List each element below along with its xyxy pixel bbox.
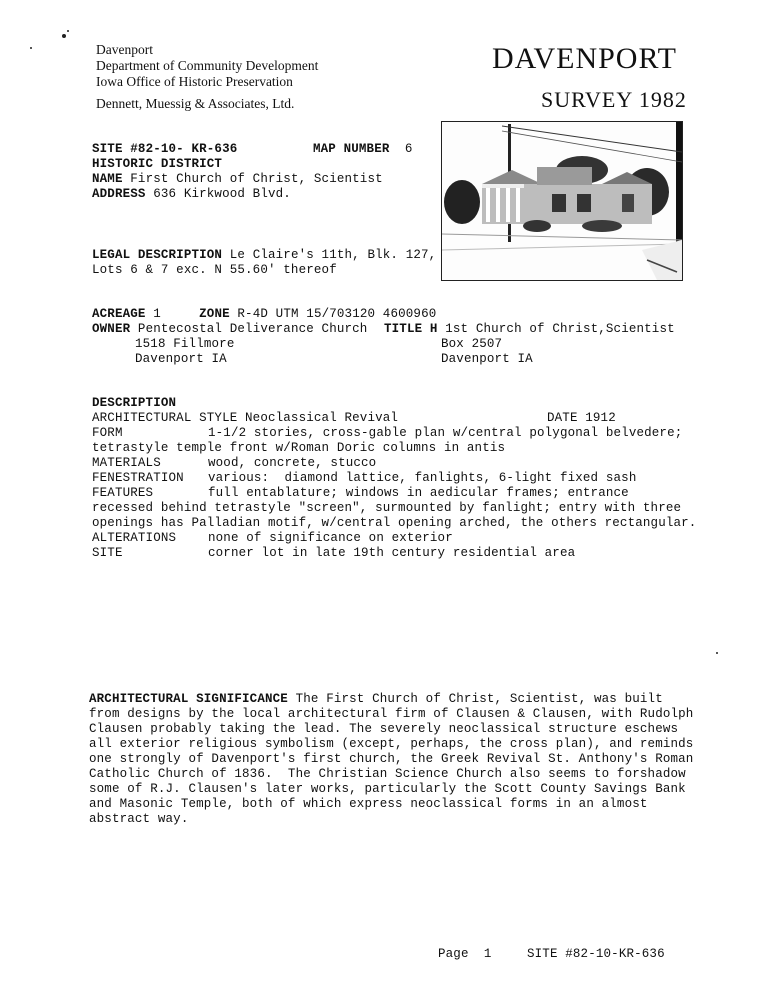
address-label: ADDRESS — [92, 187, 146, 201]
page-number: Page 1 — [438, 947, 492, 961]
church-photo-image — [442, 122, 682, 280]
historic-district-label: HISTORIC DISTRICT — [92, 157, 223, 171]
owner-street: 1518 Fillmore — [135, 337, 235, 351]
title-holder-name: 1st Church of Christ,Scientist — [445, 322, 675, 336]
materials-value: wood, concrete, stucco — [208, 456, 377, 470]
address-value: 636 Kirkwood Blvd. — [153, 187, 291, 201]
owner-label: OWNER — [92, 322, 131, 336]
map-number-label: MAP NUMBER — [313, 142, 390, 156]
name-label: NAME — [92, 172, 123, 186]
construction-date: DATE 1912 — [547, 411, 616, 425]
significance-line-1: The First Church of Christ, Scientist, was built — [295, 692, 663, 706]
acreage-zone-row — [92, 307, 436, 322]
scan-speck — [62, 34, 66, 38]
acreage-label: ACREAGE — [92, 307, 146, 321]
features-value-2: recessed behind tetrastyle "screen", surmounted by fanlight; entry with three — [92, 501, 682, 515]
title-holder-street: Box 2507 — [441, 337, 503, 351]
form-value-2: tetrastyle temple front w/Roman Doric columns in antis — [92, 441, 506, 455]
significance-line-7: some of R.J. Clausen's later works, particularly the Scott County Savings Bank — [89, 782, 686, 796]
title-holder-row — [384, 322, 675, 337]
name-row — [92, 172, 383, 187]
owner-name: Pentecostal Deliverance Church — [137, 322, 368, 336]
site-setting-value: corner lot in late 19th century residential area — [208, 546, 576, 560]
site-label: SITE — [92, 142, 123, 156]
zone-label: ZONE — [199, 307, 230, 321]
legal-description-line2: Lots 6 & 7 exc. N 55.60' thereof — [92, 263, 337, 277]
significance-line-5: one strongly of Davenport's first church, the Greek Revival St. Anthony's Roman — [89, 752, 694, 766]
features-value-3: openings has Palladian motif, w/central opening arched, the others rectangular. — [92, 516, 697, 530]
features-label: FEATURES — [92, 486, 154, 500]
description-heading: DESCRIPTION — [92, 396, 177, 410]
legal-description-label: LEGAL DESCRIPTION — [92, 248, 223, 262]
site-number: #82-10- KR-636 — [130, 142, 238, 156]
significance-line-8: and Masonic Temple, both of which express neoclassical forms in an almost — [89, 797, 648, 811]
legal-description-line1: Le Claire's 11th, Blk. 127, — [229, 248, 437, 262]
architectural-style: ARCHITECTURAL STYLE Neoclassical Revival — [92, 411, 399, 425]
building-photo — [441, 121, 683, 281]
significance-line-9: abstract way. — [89, 812, 189, 826]
org-line-department: Department of Community Development — [96, 58, 319, 73]
significance-line-3: Clausen probably taking the lead. The severely neoclassical structure eschews — [89, 722, 679, 736]
scan-speck — [30, 47, 32, 49]
org-header — [96, 42, 318, 112]
utm-label: UTM — [275, 307, 299, 321]
fenestration-value: various: diamond lattice, fanlights, 6-light fixed sash — [208, 471, 637, 485]
address-row — [92, 187, 291, 202]
owner-row — [92, 322, 367, 337]
features-value-1: full entablature; windows in aedicular frames; entrance — [208, 486, 629, 500]
map-number-value: 6 — [404, 142, 413, 156]
significance-line-6: Catholic Church of 1836. The Christian Science Church also seems to forshadow — [89, 767, 686, 781]
scan-speck — [716, 652, 718, 654]
consultant-line: Dennett, Muessig & Associates, Ltd. — [96, 96, 295, 111]
survey-subtitle: SURVEY 1982 — [541, 87, 687, 112]
alterations-value: none of significance on exterior — [208, 531, 453, 545]
footer-site-number: SITE #82-10-KR-636 — [527, 947, 665, 961]
utm-value: 15/703120 4600960 — [306, 307, 437, 321]
site-setting-label: SITE — [92, 546, 123, 560]
survey-title: DAVENPORT — [492, 42, 678, 75]
acreage-value: 1 — [153, 307, 161, 321]
significance-label: ARCHITECTURAL SIGNIFICANCE — [89, 692, 288, 706]
form-value-1: 1-1/2 stories, cross-gable plan w/central polygonal belvedere; — [208, 426, 683, 440]
legal-description-row — [92, 248, 436, 263]
title-holder-label: TITLE H — [384, 322, 438, 336]
name-value: First Church of Christ, Scientist — [130, 172, 383, 186]
site-number-row — [92, 142, 237, 157]
form-label: FORM — [92, 426, 123, 440]
owner-city: Davenport IA — [135, 352, 227, 366]
map-number-row — [313, 142, 412, 157]
fenestration-label: FENESTRATION — [92, 471, 184, 485]
zone-value: R-4D — [237, 307, 269, 321]
org-line-office: Iowa Office of Historic Preservation — [96, 74, 293, 89]
org-line-city: Davenport — [96, 42, 153, 57]
significance-line-2: from designs by the local architectural firm of Clausen & Clausen, with Rudolph — [89, 707, 694, 721]
significance-line-4: all exterior religious symbolism (except, perhaps, the cross plan), and reminds — [89, 737, 694, 751]
title-holder-city: Davenport IA — [441, 352, 533, 366]
materials-label: MATERIALS — [92, 456, 161, 470]
significance-row-1 — [89, 692, 663, 707]
alterations-label: ALTERATIONS — [92, 531, 177, 545]
scan-speck — [67, 30, 69, 32]
